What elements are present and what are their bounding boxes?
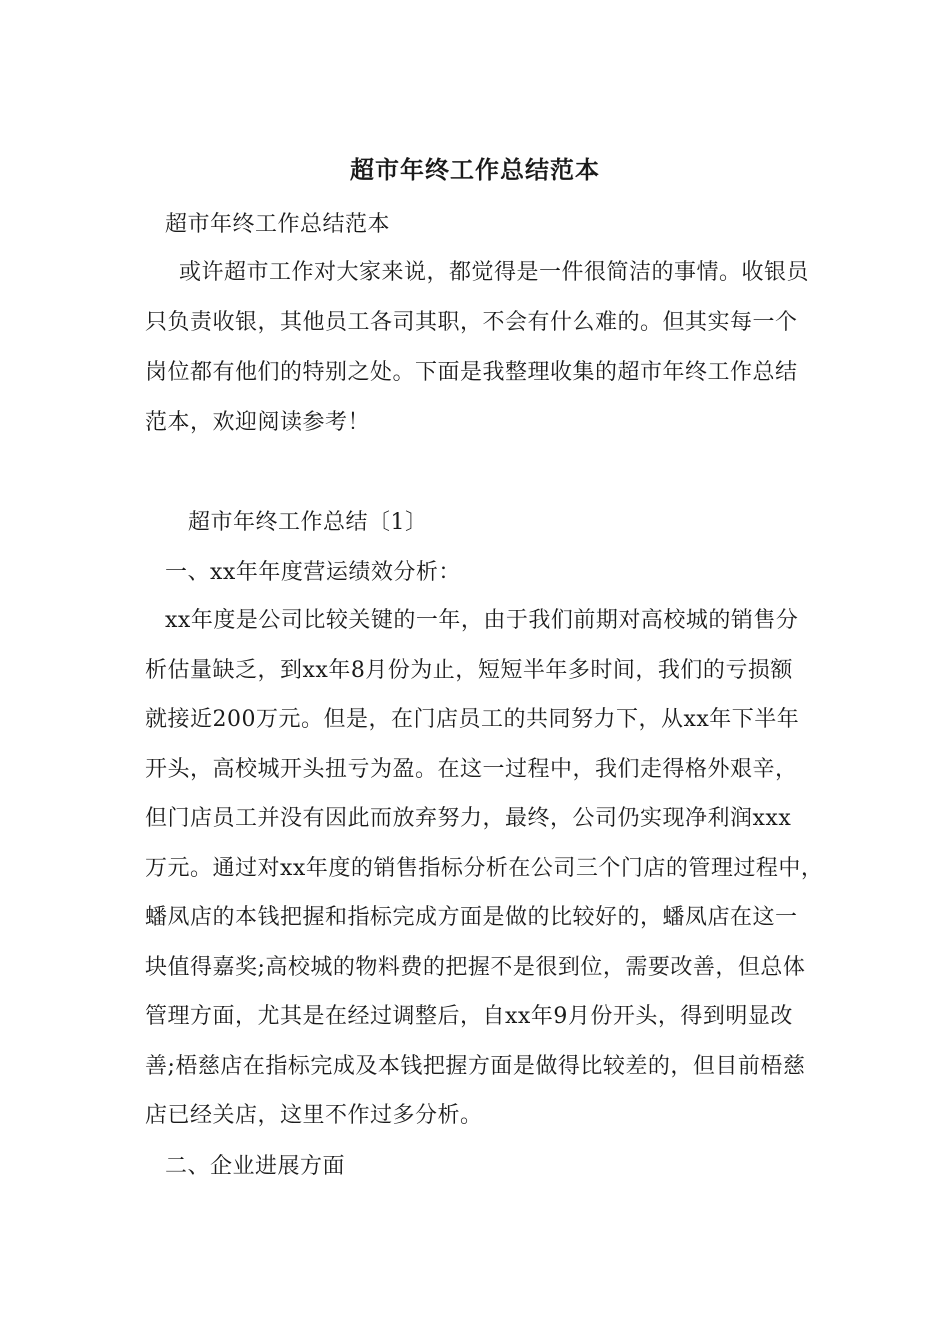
intro-line: 只负责收银，其他员工各司其职，不会有什么难的。但其实每一个	[145, 310, 798, 335]
body-line: 蟠凤店的本钱把握和指标完成方面是做的比较好的，蟠凤店在这一	[145, 905, 798, 930]
body-line: xx年度是公司比较关键的一年，由于我们前期对高校城的销售分	[165, 608, 799, 633]
intro-line: 岗位都有他们的特别之处。下面是我整理收集的超市年终工作总结	[145, 360, 798, 385]
section-heading-2: 二、企业进展方面	[165, 1154, 346, 1179]
document-title: 超市年终工作总结范本	[350, 155, 600, 184]
body-line: 但门店员工并没有因此而放弃努力，最终，公司仍实现净利润xxx	[145, 806, 792, 831]
body-line: 万元。通过对xx年度的销售指标分析在公司三个门店的管理过程中，	[145, 855, 824, 881]
body-paragraph-1	[145, 606, 845, 1151]
body-line: 管理方面，尤其是在经过调整后，自xx年9月份开头，得到明显改	[145, 1004, 793, 1029]
intro-line: 或许超市工作对大家来说，都觉得是一件很简洁的事情。收银员	[179, 260, 810, 285]
intro-paragraph	[145, 258, 825, 458]
body-line: 开头，高校城开头扭亏为盈。在这一过程中，我们走得格外艰辛，	[145, 756, 798, 782]
document-subtitle: 超市年终工作总结范本	[165, 212, 391, 237]
body-line: 善;梧慈店在指标完成及本钱把握方面是做得比较差的，但目前梧慈	[145, 1053, 806, 1079]
body-line: 块值得嘉奖;高校城的物料费的把握不是很到位，需要改善，但总体	[145, 954, 806, 980]
body-line: 析估量缺乏，到xx年8月份为止，短短半年多时间，我们的亏损额	[145, 657, 793, 683]
intro-line: 范本，欢迎阅读参考！	[145, 410, 371, 435]
section-heading-1: 一、xx年年度营运绩效分析：	[165, 560, 461, 585]
section1-title: 超市年终工作总结〔1〕	[188, 510, 428, 535]
body-line: 店已经关店，这里不作过多分析。	[145, 1103, 483, 1128]
body-line: 就接近200万元。但是，在门店员工的共同努力下，从xx年下半年	[145, 707, 800, 732]
